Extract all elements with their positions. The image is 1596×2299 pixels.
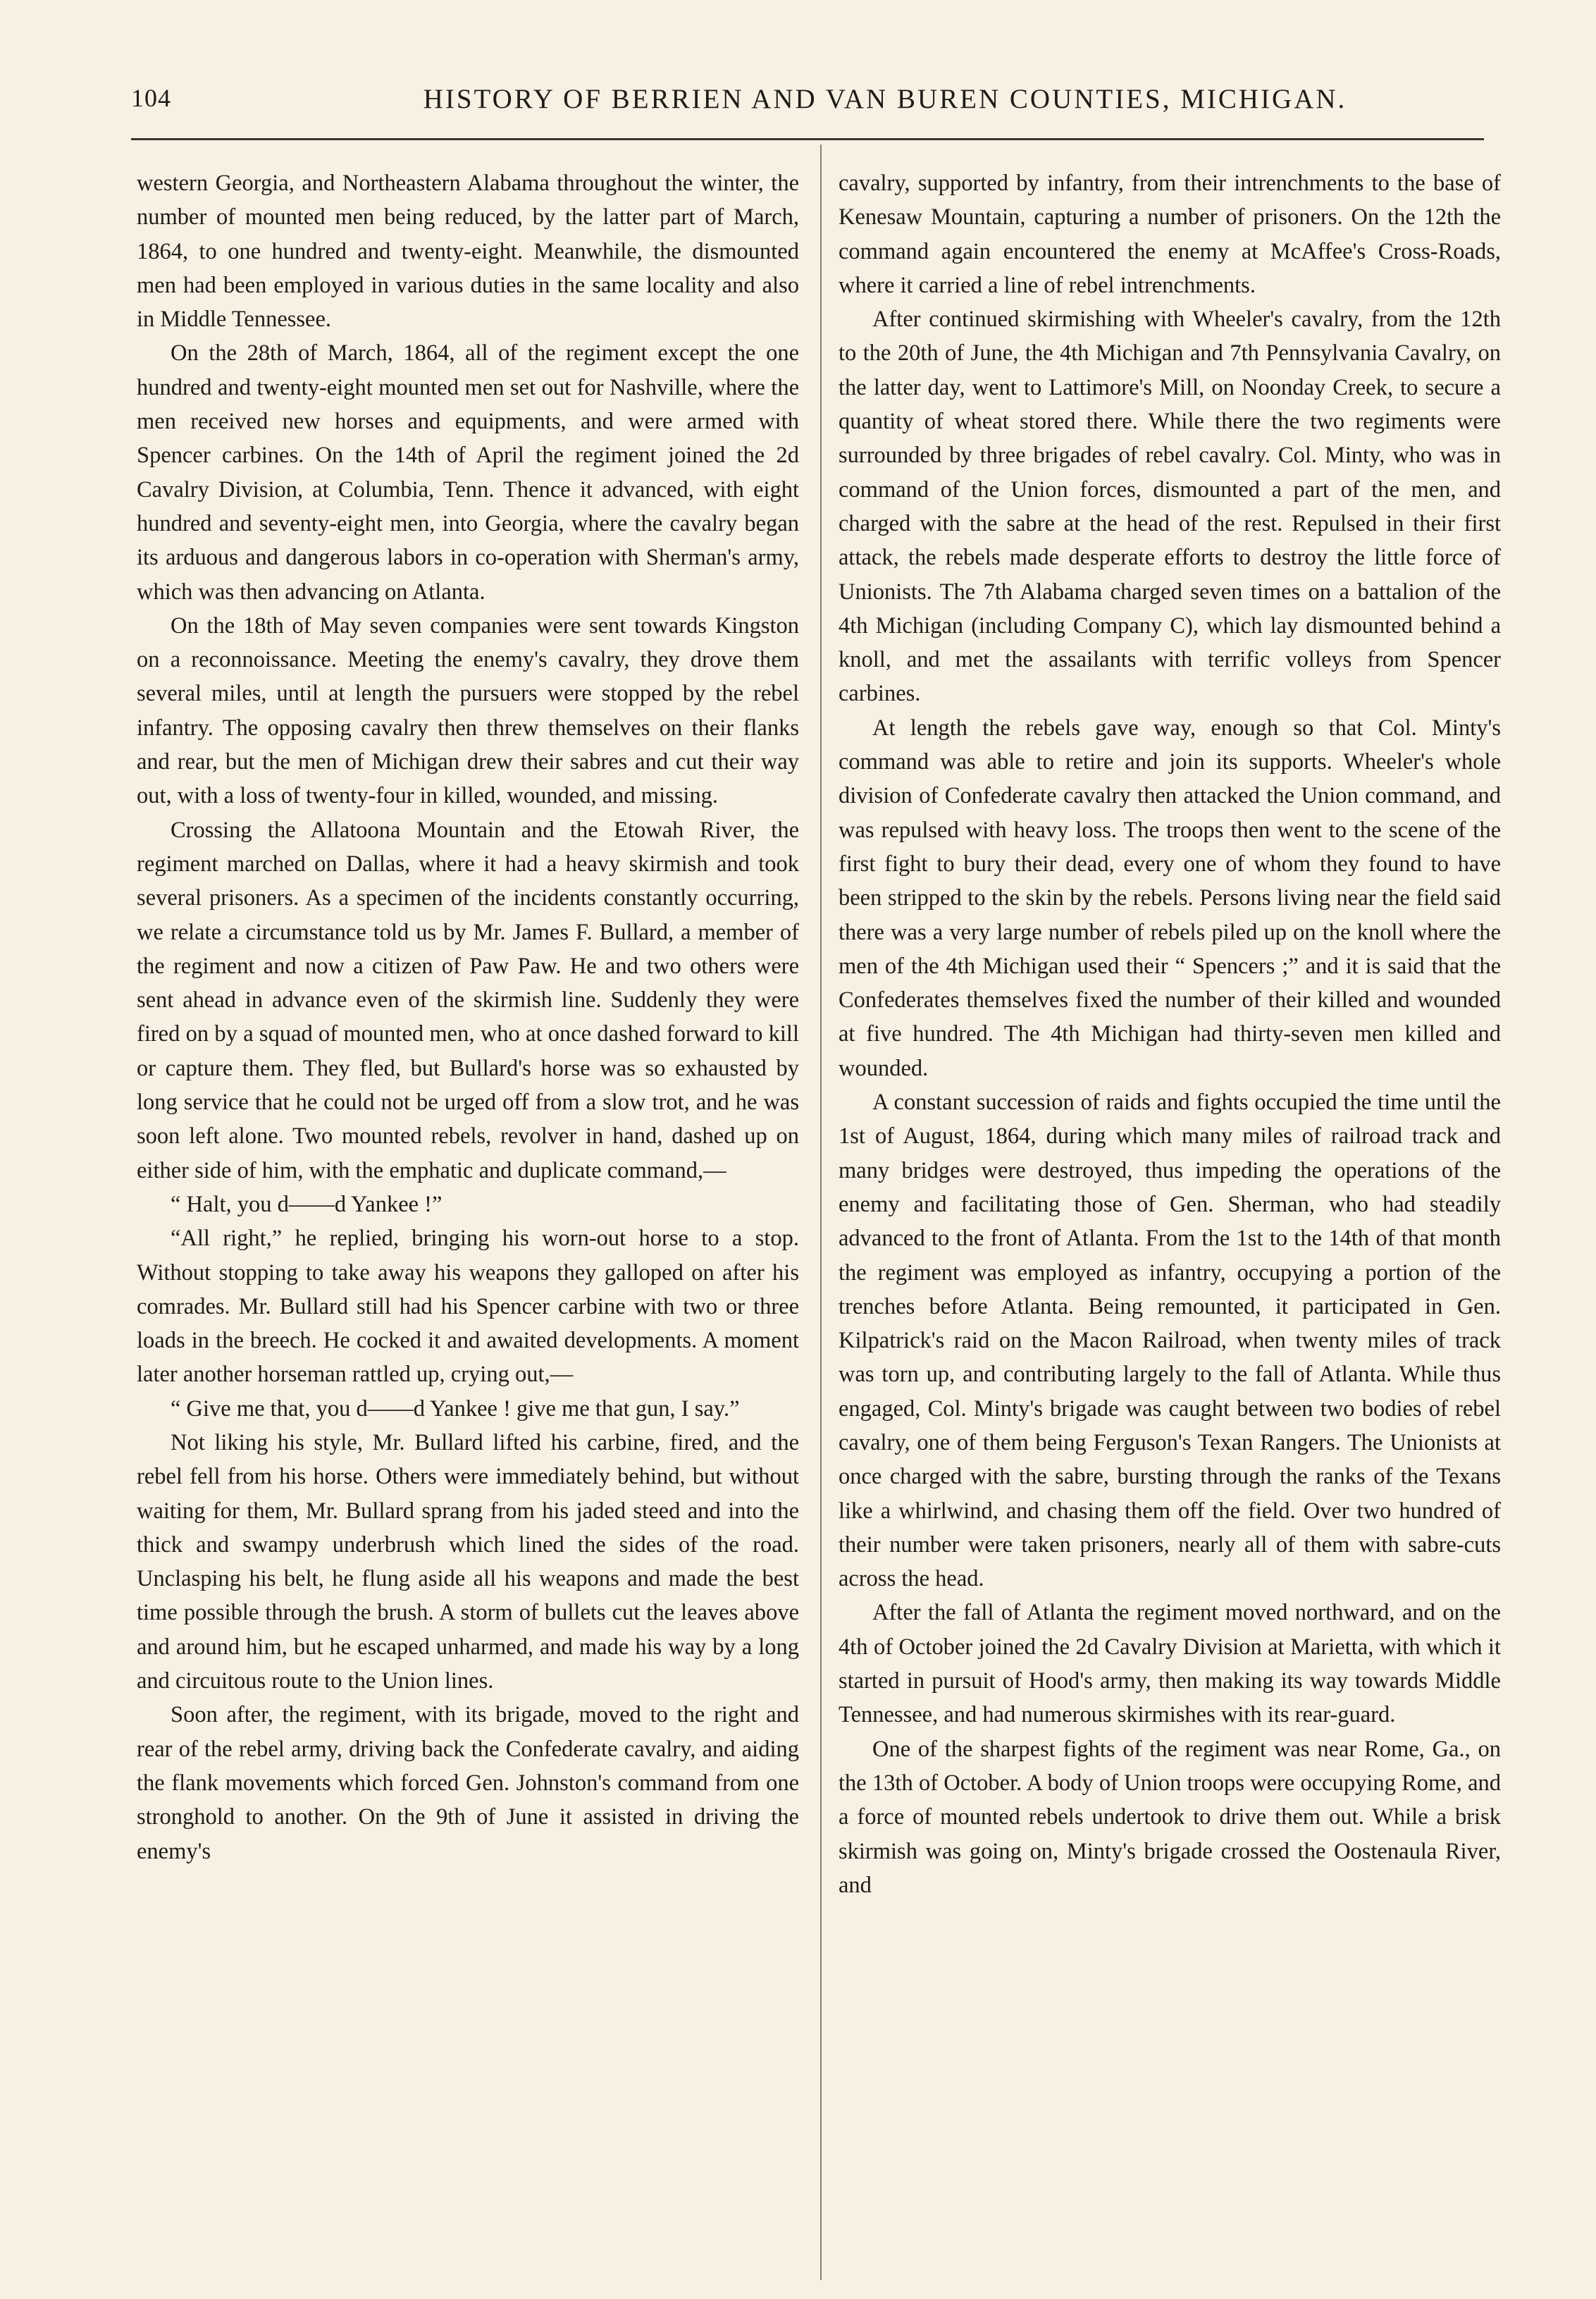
paragraph: After the fall of Atlanta the regiment moved northward, and on the 4th of October joined the 2d Cavalry Division at Marietta, with which it started in pursuit of Hood's army, then making its way towards Middle Tennessee, and had numerous skirmishes with its rear-guard.	[839, 1600, 1501, 1728]
paragraph: Soon after, the regiment, with its brigade, moved to the right and rear of the rebel army, driving back the Confederate cavalry, and aiding the flank movements which forced Gen. Johnston's command from one stronghold to another. On the 9th of June it assisted in driving the enemy's	[137, 1702, 799, 1864]
right-column	[839, 166, 1501, 1902]
paragraph: Crossing the Allatoona Mountain and the Etowah River, the regiment marched on Dallas, where it had a heavy skirmish and took several prisoners. As a specimen of the incidents constantly occurring, we relate a circumstance told us by Mr. James F. Bullard, a member of the regiment and now a citizen of Paw Paw. He and two others were sent ahead in advance even of the skirmish line. Suddenly they were fired on by a squad of mounted men, who at once dashed forward to kill or capture them. They fled, but Bullard's horse was so exhausted by long service that he could not be urged off from a slow trot, and he was soon left alone. Two mounted rebels, revolver in hand, dashed up on either side of him, with the emphatic and duplicate command,—	[137, 817, 799, 1183]
paragraph: On the 18th of May seven companies were sent towards Kingston on a reconnoissance. Meeting the enemy's cavalry, they drove them several miles, until at length the pursuers were stopped by the rebel infantry. The opposing cavalry then threw themselves on their flanks and rear, but the men of Michigan drew their sabres and cut their way out, with a loss of twenty-four in killed, wounded, and missing.	[137, 612, 799, 809]
paragraph: At length the rebels gave way, enough so that Col. Minty's command was able to retire and join its supports. Wheeler's whole division of Confederate cavalry then attacked the Union command, and was repulsed with heavy loss. The troops then went to the scene of the first fight to bury their dead, every one of whom they found to have been stripped to the skin by the rebels. Persons living near the field said there was a very large number of rebels piled up on the knoll where the men of the 4th Michigan used their “ Spencers ;” and it is said that the Confederates themselves fixed the number of their killed and wounded at five hundred. The 4th Michigan had thirty-seven men killed and wounded.	[839, 715, 1501, 1081]
paragraph: “All right,” he replied, bringing his worn-out horse to a stop. Without stopping to take away his weapons they galloped on after his comrades. Mr. Bullard still had his Spencer carbine with two or three loads in the breech. He cocked it and awaited developments. A moment later another horseman rattled up, crying out,—	[137, 1226, 799, 1388]
paragraph: One of the sharpest fights of the regiment was near Rome, Ga., on the 13th of October. A body of Union troops were occupying Rome, and a force of mounted rebels undertook to drive them out. While a brisk skirmish was going on, Minty's brigade crossed the Oostenaula River, and	[839, 1736, 1501, 1898]
paragraph: On the 28th of March, 1864, all of the regiment except the one hundred and twenty-eight mounted men set out for Nashville, where the men received new horses and equipments, and were armed with Spencer carbines. On the 14th of April the regiment joined the 2d Cavalry Division, at Columbia, Tenn. Thence it advanced, with eight hundred and seventy-eight men, into Georgia, where the cavalry began its arduous and dangerous labors in co-operation with Sherman's army, which was then advancing on Atlanta.	[137, 340, 799, 605]
paragraph: Not liking his style, Mr. Bullard lifted his carbine, fired, and the rebel fell from his horse. Others were immediately behind, but without waiting for them, Mr. Bullard sprang from his jaded steed and into the thick and swampy underbrush which lined the sides of the road. Unclasping his belt, he flung aside all his weapons and made the best time possible through the brush. A storm of bullets cut the leaves above and around him, but he escaped unharmed, and made his way by a long and circuitous route to the Union lines.	[137, 1429, 799, 1694]
paragraph: cavalry, supported by infantry, from their intrenchments to the base of Kenesaw Mountain, capturing a number of prisoners. On the 12th the command again encountered the enemy at McAffee's Cross-Roads, where it carried a line of rebel intrenchments.	[839, 171, 1501, 298]
header-rule	[131, 138, 1484, 140]
quote-line: “ Halt, you d——d Yankee !”	[171, 1191, 443, 1217]
paragraph: western Georgia, and Northeastern Alabama throughout the winter, the number of mounted men being reduced, by the latter part of March, 1864, to one hundred and twenty-eight. Meanwhile, the dismounted men had been employed in various duties in the same locality and also in Middle Tennessee.	[137, 171, 799, 333]
quote-line: “ Give me that, you d——d Yankee ! give me that gun, I say.”	[171, 1395, 740, 1422]
page-header	[131, 83, 1484, 127]
column-divider	[820, 144, 822, 2280]
page-number: 104	[131, 84, 171, 112]
running-head: HISTORY OF BERRIEN AND VAN BUREN COUNTIES, MICHIGAN.	[423, 84, 1347, 114]
paragraph: A constant succession of raids and fights occupied the time until the 1st of August, 1864, during which many miles of railroad track and many bridges were destroyed, thus impeding the operations of the enemy and facilitating those of Gen. Sherman, who had steadily advanced to the front of Atlanta. From the 1st to the 14th of that month the regiment was employed as infantry, occupying a portion of the trenches before Atlanta. Being remounted, it participated in Gen. Kilpatrick's raid on the Macon Railroad, when twenty miles of track was torn up, and contributing largely to the fall of Atlanta. While thus engaged, Col. Minty's brigade was caught between two bodies of rebel cavalry, one of them being Ferguson's Texan Rangers. The Unionists at once charged with the sabre, bursting through the ranks of the Texans like a whirlwind, and chasing them off the field. Over two hundred of their number were taken prisoners, nearly all of them with sabre-cuts across the head.	[839, 1090, 1501, 1592]
left-column	[137, 166, 799, 1868]
paragraph: After continued skirmishing with Wheeler's cavalry, from the 12th to the 20th of June, the 4th Michigan and 7th Pennsylvania Cavalry, on the latter day, went to Lattimore's Mill, on Noonday Creek, to secure a quantity of wheat stored there. While there the two regiments were surrounded by three brigades of rebel cavalry. Col. Minty, who was in command of the Union forces, dismounted a part of the men, and charged with the sabre at the head of the rest. Repulsed in their first attack, the rebels made desperate efforts to destroy the little force of Unionists. The 7th Alabama charged seven times on a battalion of the 4th Michigan (including Company C), which lay dismounted behind a knoll, and met the assailants with terrific volleys from Spencer carbines.	[839, 307, 1501, 707]
